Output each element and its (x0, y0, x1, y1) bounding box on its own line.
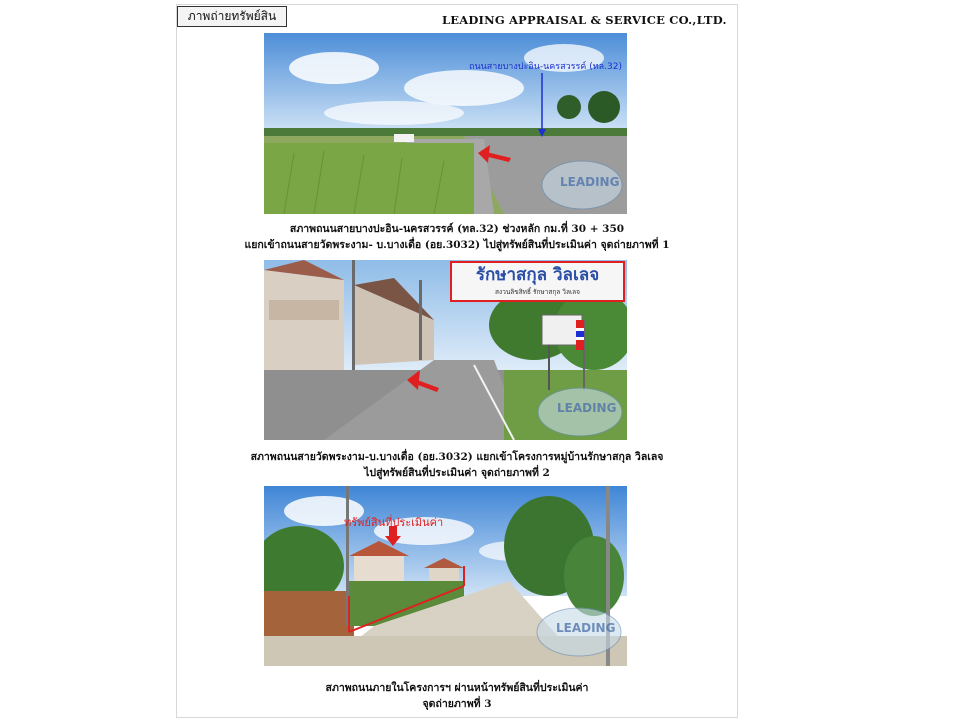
caption-1-line-1: สภาพถนนสายบางปะอิน-นครสวรรค์ (ทล.32) ช่วงหลัก กม.ที่ 30 + 350 (289, 223, 625, 235)
caption-3-line-1: สภาพถนนภายในโครงการฯ ผ่านหน้าทรัพย์สินที่ประเมินค่า (325, 682, 589, 694)
caption-2-line-2: ไปสู่ทรัพย์สินที่ประเมินค่า จุดถ่ายภาพที่ 2 (364, 467, 550, 479)
caption-2-line-1: สภาพถนนสายวัดพระงาม-บ.บางเดื่อ (อย.3032) แยกเข้าโครงการหมู่บ้านรักษาสกุล วิลเลจ (250, 451, 664, 463)
watermark-leading: LEADING (557, 401, 617, 415)
caption-2 (176, 449, 738, 481)
photo-3-property-road (264, 486, 627, 666)
property-label-overlay: ทรัพย์สินที่ประเมินค่า (344, 516, 444, 529)
road-label-overlay: ถนนสายบางปะอิน-นครสวรรค์ (ทล.32) (469, 62, 622, 72)
photo-2-village-road (264, 260, 627, 440)
project-sign (450, 261, 625, 302)
project-sign-title: รักษาสกุล วิลเลจ (475, 265, 600, 285)
watermark-leading: LEADING (556, 621, 616, 635)
section-tag: ภาพถ่ายทรัพย์สิน (177, 6, 287, 27)
caption-1-line-2: แยกเข้าถนนสายวัดพระงาม- บ.บางเดื่อ (อย.3032) ไปสู่ทรัพย์สินที่ประเมินค่า จุดถ่ายภาพที่ 1 (244, 239, 670, 251)
caption-1 (176, 221, 738, 253)
project-sign-subtitle: สงวนลิขสิทธิ์ รักษาสกุล วิลเลจ (495, 288, 580, 296)
company-name: LEADING APPRAISAL & SERVICE CO.,LTD. (442, 13, 727, 27)
watermark-leading: LEADING (560, 175, 620, 189)
photo-1-highway (264, 33, 627, 214)
caption-3 (176, 680, 738, 712)
caption-3-line-2: จุดถ่ายภาพที่ 3 (422, 698, 492, 710)
